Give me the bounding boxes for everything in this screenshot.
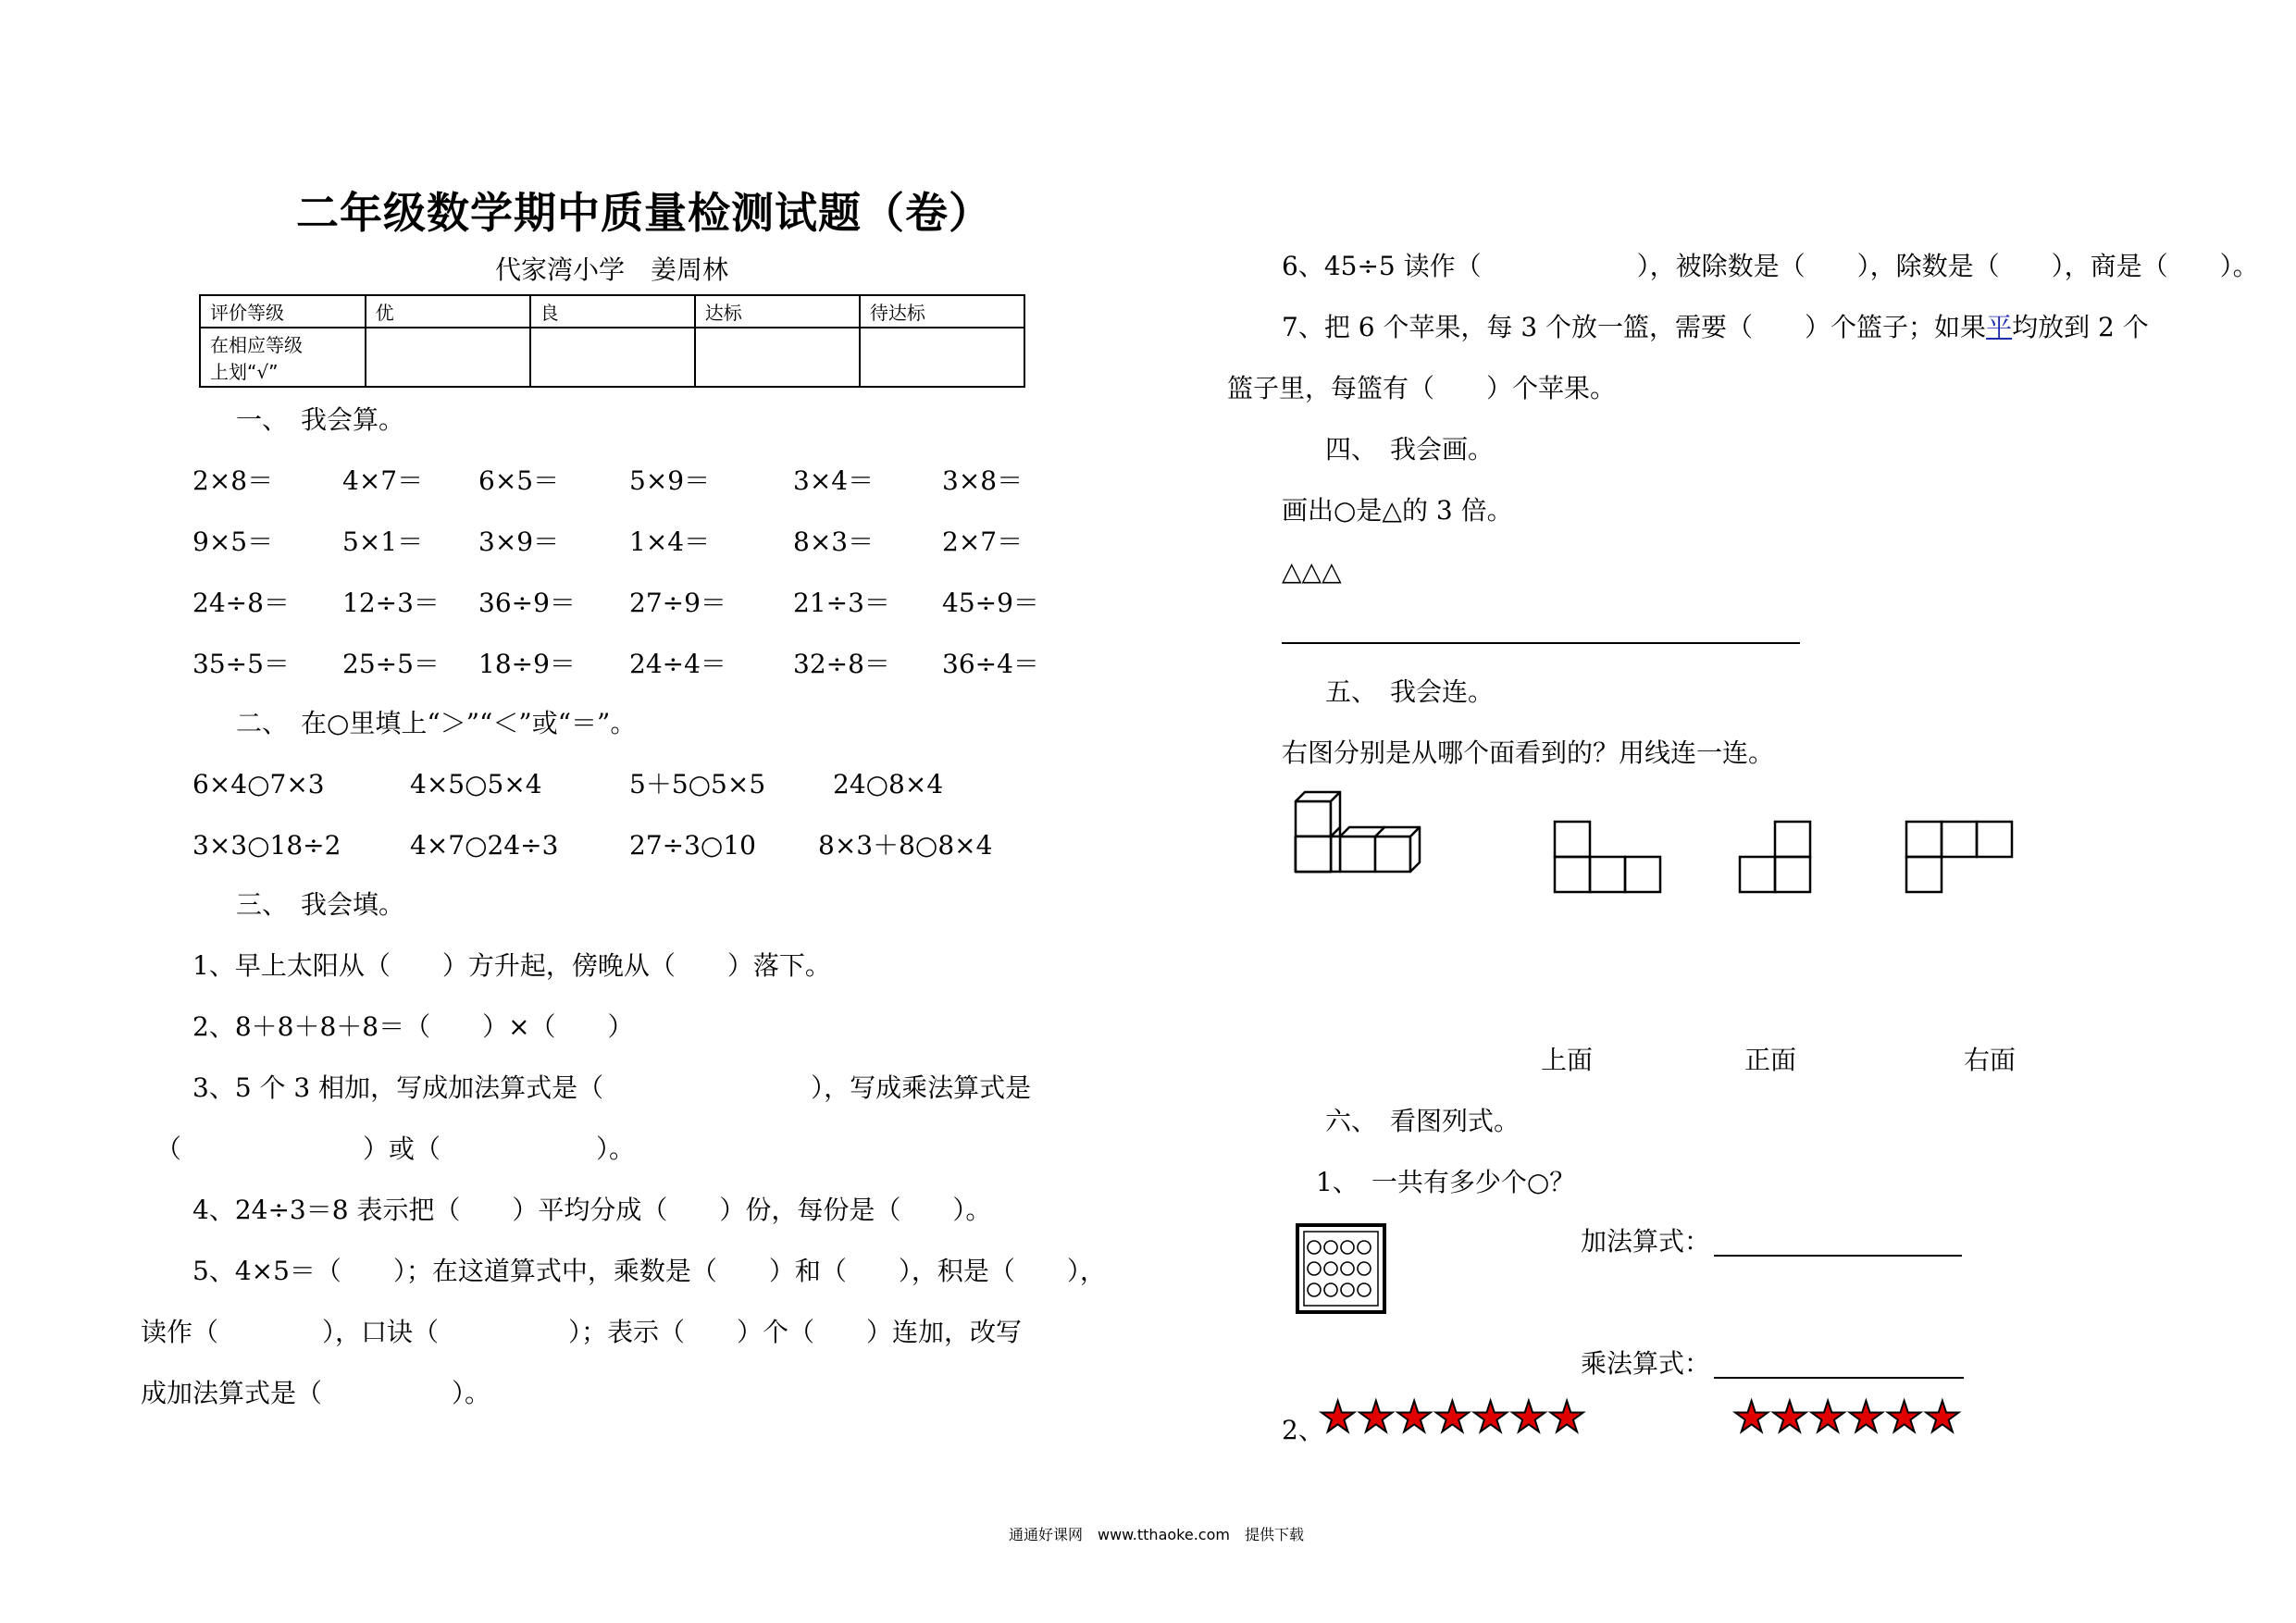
section2-heading: 二、 在○里填上“＞”“＜”或“＝”。 — [236, 708, 637, 738]
multiplication-answer-line[interactable] — [1714, 1377, 1964, 1379]
section3-q5-line2: 读作（ ），口诀（ ）；表示（ ）个（ ）连加，改写 — [141, 1317, 1023, 1347]
addition-answer-line[interactable] — [1714, 1255, 1962, 1257]
compare-problem: 3×3○18÷2 — [192, 830, 341, 861]
q7-text-pre: 7、把 6 个苹果，每 3 个放一篮，需要（ ）个篮子；如果 — [1282, 312, 1987, 342]
section3-q1: 1、早上太阳从（ ）方升起，傍晚从（ ）落下。 — [192, 950, 831, 981]
calc-problem: 1×4＝ — [629, 527, 711, 557]
calc-problem: 12÷3＝ — [342, 588, 440, 618]
view-label-right: 右面 — [1964, 1045, 2017, 1075]
q7-highlight: 平 — [1986, 312, 2013, 342]
section4-instruction: 画出○是△的 3 倍。 — [1282, 495, 1513, 526]
star-icon: ★ — [1885, 1392, 1924, 1442]
star-icon: ★ — [1433, 1392, 1471, 1442]
calc-problem: 35÷5＝ — [192, 649, 290, 679]
grade-row-label — [200, 328, 366, 387]
calc-problem: 4×7＝ — [342, 465, 424, 496]
section3-q6: 6、45÷5 读作（ ），被除数是（ ），除数是（ ），商是（ ）。 — [1282, 251, 2259, 281]
calc-problem: 32÷8＝ — [793, 649, 890, 679]
compare-problem: 5＋5○5×5 — [629, 769, 766, 799]
calc-problem: 3×8＝ — [942, 465, 1024, 496]
calc-problem: 36÷4＝ — [942, 649, 1039, 679]
compare-problem: 4×5○5×4 — [410, 769, 542, 799]
calc-problem: 2×8＝ — [192, 465, 274, 496]
compare-problem: 4×7○24÷3 — [410, 830, 559, 861]
section3-q5-line1: 5、4×5＝（ ）；在这道算式中，乘数是（ ）和（ ），积是（ ）， — [192, 1256, 1106, 1286]
section3-q3-line2: （ ）或（ ）。 — [155, 1134, 636, 1164]
calc-problem: 3×9＝ — [478, 527, 560, 557]
star-icon: ★ — [1923, 1392, 1962, 1442]
calc-problem: 5×1＝ — [342, 527, 424, 557]
calc-problem: 8×3＝ — [793, 527, 875, 557]
section3-q3-line1: 3、5 个 3 相加，写成加法算式是（ ），写成乘法算式是 — [192, 1072, 1032, 1103]
star-icon: ★ — [1357, 1392, 1396, 1442]
section6-heading: 六、 看图列式。 — [1325, 1106, 1520, 1136]
compare-problem: 27÷3○10 — [629, 830, 756, 861]
calc-problem: 6×5＝ — [478, 465, 560, 496]
grade-row-label-line2: 上划“√” — [210, 361, 279, 383]
section3-q2: 2、8＋8＋8＋8＝（ ）×（ ） — [192, 1011, 634, 1042]
grade-header-label: 评价等级 — [200, 295, 366, 328]
section3-q5-line3: 成加法算式是（ ）。 — [141, 1378, 491, 1408]
view-figure-2 — [1740, 822, 1810, 892]
page-title: 二年级数学期中质量检测试题（卷） — [296, 188, 992, 238]
grade-row-label-line1: 在相应等级 — [210, 334, 303, 356]
cube-figures — [1277, 785, 2036, 905]
drawing-answer-line[interactable] — [1282, 642, 1800, 644]
star-icon: ★ — [1471, 1392, 1510, 1442]
section3-q4: 4、24÷3＝8 表示把（ ）平均分成（ ）份，每份是（ ）。 — [192, 1195, 992, 1225]
calc-problem: 3×4＝ — [793, 465, 875, 496]
calc-problem: 24÷4＝ — [629, 649, 726, 679]
star-icon: ★ — [1846, 1392, 1885, 1442]
grade-header-needs-work: 待达标 — [860, 295, 1024, 328]
grade-header-pass: 达标 — [695, 295, 860, 328]
section1-heading: 一、 我会算。 — [236, 404, 405, 435]
grade-header-excellent: 优 — [366, 295, 530, 328]
star-icon: ★ — [1732, 1392, 1771, 1442]
triangles: △△△ — [1282, 556, 1342, 587]
star-icon: ★ — [1509, 1392, 1548, 1442]
addition-label: 加法算式： — [1581, 1226, 1711, 1257]
calc-problem: 18÷9＝ — [478, 649, 576, 679]
star-icon: ★ — [1808, 1392, 1847, 1442]
view-figure-3 — [1906, 822, 2012, 892]
circle-grid-figure — [1296, 1223, 1388, 1316]
footer-text: 通通好课网 www.tthaoke.com 提供下载 — [1009, 1526, 1304, 1543]
view-figure-1 — [1555, 822, 1660, 892]
calc-problem: 25÷5＝ — [342, 649, 440, 679]
grade-cell-excellent[interactable] — [366, 328, 530, 387]
multiplication-label: 乘法算式： — [1581, 1348, 1711, 1379]
grade-cell-good[interactable] — [530, 328, 695, 387]
view-label-top: 上面 — [1541, 1045, 1594, 1075]
cube-3d-figure — [1296, 792, 1420, 872]
section3-heading: 三、 我会填。 — [236, 889, 405, 920]
star-icon: ★ — [1395, 1392, 1433, 1442]
grade-header-good: 良 — [530, 295, 695, 328]
calc-problem: 45÷9＝ — [942, 588, 1039, 618]
view-label-front: 正面 — [1744, 1045, 1797, 1075]
section6-q1: 1、 一共有多少个○？ — [1316, 1167, 1576, 1197]
grade-table — [199, 294, 1025, 388]
calc-problem: 24÷8＝ — [192, 588, 290, 618]
section3-q7-line1 — [1282, 309, 2149, 346]
calc-problem: 9×5＝ — [192, 527, 274, 557]
grade-cell-pass[interactable] — [695, 328, 860, 387]
grade-cell-needs-work[interactable] — [860, 328, 1024, 387]
calc-problem: 36÷9＝ — [478, 588, 576, 618]
compare-problem: 8×3＋8○8×4 — [818, 830, 993, 861]
star-icon: ★ — [1770, 1392, 1809, 1442]
star-group-2 — [1732, 1392, 1962, 1442]
calc-problem: 27÷9＝ — [629, 588, 726, 618]
star-icon: ★ — [1547, 1392, 1586, 1442]
compare-problem: 24○8×4 — [833, 769, 944, 799]
section3-q7-line2: 篮子里，每篮有（ ）个苹果。 — [1227, 373, 1617, 403]
calc-problem: 21÷3＝ — [793, 588, 890, 618]
calc-problem: 2×7＝ — [942, 527, 1024, 557]
compare-problem: 6×4○7×3 — [192, 769, 325, 799]
section5-heading: 五、 我会连。 — [1325, 676, 1495, 707]
section6-q2-label: 2、 — [1282, 1415, 1324, 1445]
section4-heading: 四、 我会画。 — [1325, 434, 1495, 465]
q7-text-post: 均放到 2 个 — [2012, 312, 2149, 342]
page-subtitle: 代家湾小学 姜周林 — [495, 254, 729, 285]
section5-instruction: 右图分别是从哪个面看到的？用线连一连。 — [1282, 737, 1775, 768]
calc-problem: 5×9＝ — [629, 465, 711, 496]
star-group-1 — [1319, 1392, 1586, 1442]
star-icon: ★ — [1319, 1392, 1358, 1442]
